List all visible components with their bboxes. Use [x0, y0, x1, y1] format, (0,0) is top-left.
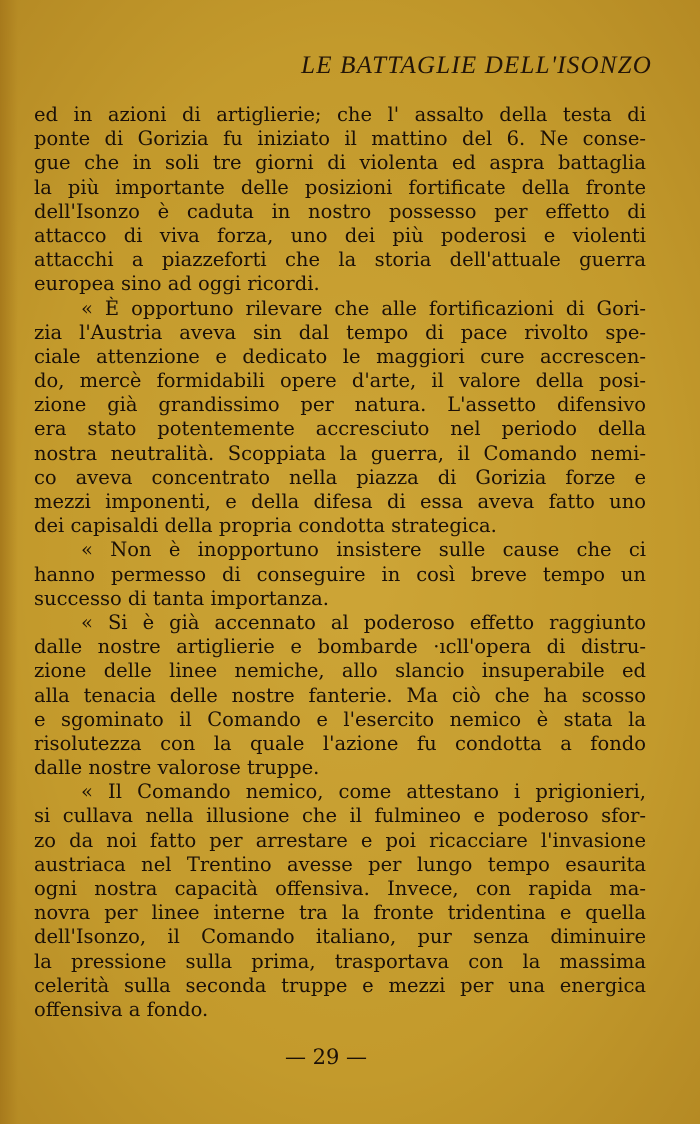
text-line: dell'Isonzo, il Comando italiano, pur senza diminuire [34, 925, 646, 949]
text-line: ciale attenzione e dedicato le maggiori cure accrescen- [34, 344, 646, 368]
text-line: hanno permesso di conseguire in così breve tempo un [34, 562, 646, 586]
text-line: alla tenacia delle nostre fanterie. Ma ciò che ha scosso [34, 683, 646, 707]
running-header: LE BATTAGLIE DELL'ISONZO [301, 52, 652, 79]
text-line: ed in azioni di artiglierie; che l' assalto della testa di [34, 103, 646, 126]
text-line: « È opportuno rilevare che alle fortificazioni di Gori- [81, 296, 646, 320]
text-line: co aveva concentrato nella piazza di Gorizia forze e [34, 465, 646, 489]
text-line: « Il Comando nemico, come attestano i prigionieri, [81, 780, 646, 804]
text-line: gue che in soli tre giorni di violenta ed aspra battaglia [34, 151, 646, 175]
text-line: attacchi a piazzeforti che la storia dell'attuale guerra [34, 248, 646, 272]
page-number: — 29 — [284, 1045, 368, 1069]
body-text [34, 103, 646, 1022]
text-line: zione delle linee nemiche, allo slancio insuperabile ed [34, 659, 646, 683]
text-line: zia l'Austria aveva sin dal tempo di pace rivolto spe- [34, 320, 646, 344]
text-line: celerità sulla seconda truppe e mezzi per una energica [34, 973, 646, 997]
text-line: « Si è già accennato al poderoso effetto raggiunto [81, 610, 646, 634]
text-line: la più importante delle posizioni fortificate della fronte [34, 175, 646, 199]
text-line: era stato potentemente accresciuto nel periodo della [34, 417, 646, 441]
text-line: la pressione sulla prima, trasportava con la massima [34, 949, 646, 973]
text-line: successo di tanta importanza. [34, 586, 329, 610]
text-line: risolutezza con la quale l'azione fu condotta a fondo [34, 731, 646, 755]
text-line: do, mercè formidabili opere d'arte, il valore della posi- [34, 369, 646, 393]
text-line: zione già grandissimo per natura. L'assetto difensivo [34, 393, 646, 417]
text-line: austriaca nel Trentino avesse per lungo tempo esaurita [34, 852, 646, 876]
text-line: attacco di viva forza, uno dei più poderosi e violenti [34, 223, 646, 247]
text-line: dei capisaldi della propria condotta strategica. [34, 514, 497, 538]
text-line: offensiva a fondo. [34, 997, 209, 1021]
text-line: ponte di Gorizia fu iniziato il mattino del 6. Ne conse- [34, 127, 646, 151]
text-line: nostra neutralità. Scoppiata la guerra, il Comando nemi- [34, 441, 646, 465]
text-line: dalle nostre valorose truppe. [34, 756, 320, 780]
text-line: si cullava nella illusione che il fulmineo e poderoso sfor- [34, 804, 646, 828]
text-line: novra per linee interne tra la fronte tridentina e quella [34, 901, 646, 925]
text-line: europea sino ad oggi ricordi. [34, 272, 320, 296]
text-line: dell'Isonzo è caduta in nostro possesso per effetto di [34, 199, 646, 223]
text-line: « Non è inopportuno insistere sulle cause che ci [81, 538, 646, 562]
page-edge-shadow [0, 0, 18, 1124]
text-line: ogni nostra capacità offensiva. Invece, con rapida ma- [34, 877, 646, 900]
text-line: dalle nostre artiglierie e bombarde ·ıcll'opera di distru- [34, 635, 646, 659]
text-line: mezzi imponenti, e della difesa di essa aveva fatto uno [34, 490, 646, 513]
text-line: e sgominato il Comando e l'esercito nemico è stata la [34, 707, 646, 731]
text-line: zo da noi fatto per arrestare e poi ricacciare l'invasione [34, 828, 646, 852]
